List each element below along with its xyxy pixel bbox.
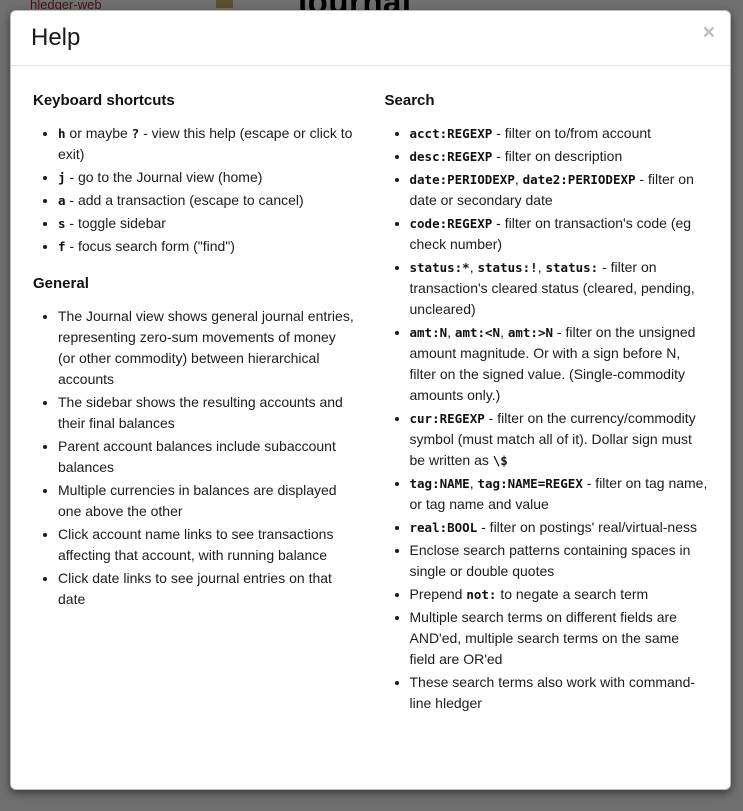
code-term: date:PERIODEXP	[409, 171, 515, 187]
code-term: amt:N	[409, 324, 448, 340]
list-item	[410, 672, 709, 714]
list-item	[58, 236, 357, 257]
text-run: - filter on postings' real/virtual-ness	[477, 518, 697, 535]
text-run: ,	[514, 170, 523, 187]
code-term: status:	[545, 259, 599, 275]
code-term: status:!	[477, 259, 538, 275]
text-run: - filter on date or secondary date	[409, 170, 694, 208]
section-heading-keyboard-shortcuts: Keyboard shortcuts	[33, 91, 175, 109]
list-item	[410, 607, 709, 670]
list-item	[410, 517, 709, 538]
code-term: desc:REGEXP	[409, 148, 493, 164]
text-run: ,	[447, 323, 455, 340]
text-run: - filter on to/from account	[492, 124, 652, 141]
list-item	[410, 540, 709, 582]
list-item	[58, 568, 357, 610]
list-item	[410, 213, 709, 255]
list-item	[58, 213, 357, 234]
list-item	[410, 408, 709, 471]
text-run: - filter on transaction's code (eg check number)	[409, 214, 692, 252]
text-run: The Journal view shows general journal entries, representing zero-sum movements of money (or other commodity) between hierarchical accounts	[58, 307, 354, 387]
modal-header	[11, 11, 730, 66]
code-term: j	[58, 169, 66, 185]
code-term: real:BOOL	[409, 519, 478, 535]
code-term: f	[58, 238, 66, 254]
text-run: - go to the Journal view (home)	[65, 168, 263, 185]
list-item	[410, 169, 709, 211]
code-term: s	[58, 215, 66, 231]
code-term: tag:NAME=REGEX	[477, 475, 583, 491]
text-run: Multiple search terms on different fields are AND'ed, multiple search terms on the same field are OR'ed	[409, 608, 680, 667]
text-run: - filter on the currency/commodity symbol (must match all of it). Dollar sign must be written as	[409, 409, 696, 468]
close-icon[interactable]: ×	[702, 21, 715, 44]
code-term: amt:>N	[507, 324, 554, 340]
list-item	[58, 480, 357, 522]
text-run: ,	[469, 474, 478, 491]
text-run: - filter on the unsigned amount magnitude. Or with a sign before N, filter on the signed value. (Single-commodity amounts only.)	[409, 323, 696, 403]
text-run: - view this help (escape or click to exit)	[58, 124, 353, 162]
text-run: - focus search form ("find")	[65, 237, 235, 254]
text-run: - add a transaction (escape to cancel)	[65, 191, 304, 208]
list-item	[58, 436, 357, 478]
list-item	[58, 392, 357, 434]
text-run: These search terms also work with command-line hledger	[409, 673, 696, 711]
code-term: ?	[131, 125, 140, 141]
code-term: date2:PERIODEXP	[522, 171, 636, 187]
section-heading-search: Search	[384, 91, 435, 109]
modal-title: Help	[31, 24, 81, 51]
left-column	[19, 80, 371, 732]
list-item	[58, 167, 357, 188]
list-item	[410, 473, 709, 515]
help-modal	[10, 10, 731, 790]
list-item	[58, 306, 357, 390]
list-item	[58, 524, 357, 566]
modal-body	[11, 66, 730, 752]
code-term: status:*	[409, 259, 470, 275]
text-run: Click account name links to see transactions affecting that account, with running balance	[58, 525, 334, 563]
list-item	[58, 190, 357, 211]
list-item	[410, 123, 709, 144]
list-item	[58, 123, 357, 165]
code-term: acct:REGEXP	[409, 125, 493, 141]
general-list	[33, 306, 357, 610]
code-term: \$	[492, 452, 508, 468]
search-list	[385, 123, 709, 714]
text-run: Parent account balances include subaccount balances	[58, 437, 336, 475]
list-item	[410, 322, 709, 406]
list-item	[410, 146, 709, 167]
section-heading-general: General	[33, 274, 89, 292]
text-run: Enclose search patterns containing spaces in single or double quotes	[409, 541, 691, 579]
text-run: Multiple currencies in balances are displayed one above the other	[58, 481, 337, 519]
text-run: Click date links to see journal entries on that date	[58, 569, 332, 607]
text-run: to negate a search term	[496, 585, 649, 602]
text-run: or maybe	[65, 124, 132, 141]
text-run: ,	[500, 323, 508, 340]
list-item	[410, 257, 709, 320]
text-run: - toggle sidebar	[65, 214, 166, 231]
keyboard-shortcuts-list	[33, 123, 357, 257]
right-column	[371, 80, 723, 732]
text-run: - filter on description	[492, 147, 623, 164]
text-run: Prepend	[409, 585, 467, 602]
code-term: a	[58, 192, 66, 208]
code-term: not:	[466, 586, 497, 602]
text-run: - filter on tag name, or tag name and value	[409, 474, 708, 512]
code-term: amt:<N	[454, 324, 501, 340]
list-item	[410, 584, 709, 605]
code-term: tag:NAME	[409, 475, 470, 491]
text-run: ,	[537, 258, 546, 275]
code-term: cur:REGEXP	[409, 410, 485, 426]
text-run: - filter on transaction's cleared status (cleared, pending, uncleared)	[409, 258, 695, 317]
text-run: ,	[469, 258, 478, 275]
code-term: code:REGEXP	[409, 215, 493, 231]
code-term: h	[58, 125, 66, 141]
text-run: The sidebar shows the resulting accounts and their final balances	[58, 393, 343, 431]
